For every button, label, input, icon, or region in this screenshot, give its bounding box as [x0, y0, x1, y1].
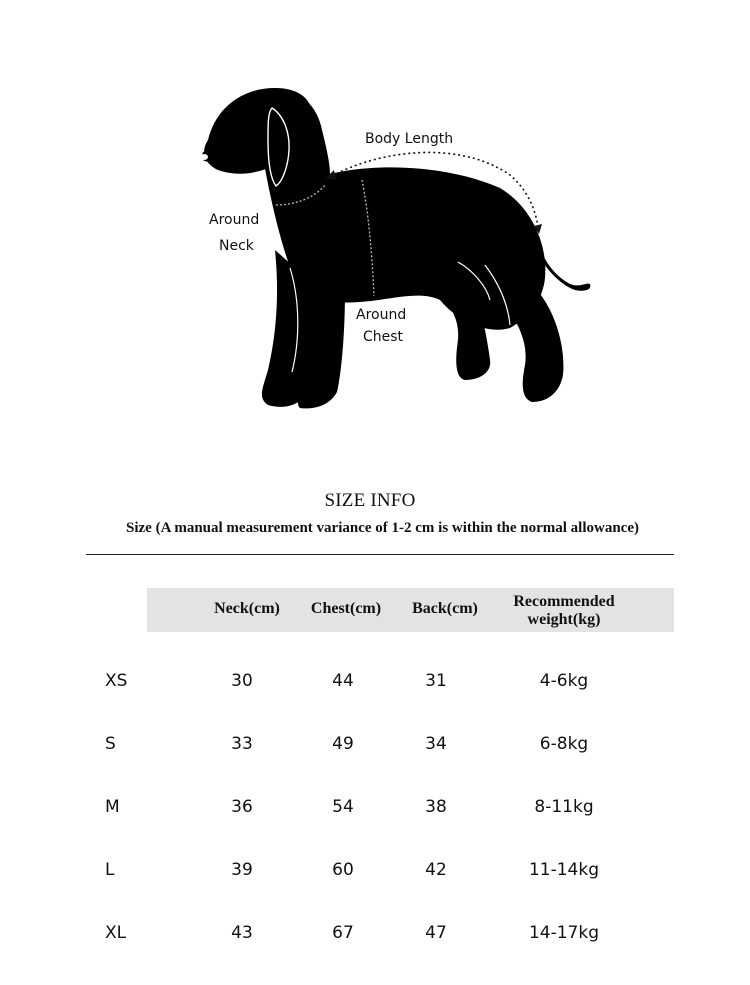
chest-cell: 49 [332, 734, 354, 754]
size-cell: XL [105, 923, 127, 943]
size-cell: XS [105, 671, 128, 691]
weight-cell: 6-8kg [539, 734, 589, 754]
table-row [0, 792, 750, 822]
back-cell: 38 [425, 797, 447, 817]
chest-cell: 54 [332, 797, 354, 817]
chest-cell: 44 [332, 671, 354, 691]
table-row [0, 918, 750, 948]
weight-cell: 8-11kg [534, 797, 594, 817]
header-recommended-weight [494, 593, 634, 629]
table-row [0, 729, 750, 759]
weight-cell: 4-6kg [539, 671, 589, 691]
dog-measurement-diagram [0, 0, 750, 440]
weight-cell: 11-14kg [528, 860, 600, 880]
size-cell: S [105, 734, 116, 754]
size-cell: L [105, 860, 115, 880]
size-info-title: SIZE INFO [324, 490, 416, 511]
back-cell: 47 [425, 923, 447, 943]
size-cell: M [105, 797, 120, 817]
neck-cell: 39 [231, 860, 253, 880]
around-chest-label-line1: Around [356, 307, 407, 323]
neck-cell: 33 [231, 734, 253, 754]
weight-cell: 14-17kg [528, 923, 600, 943]
header-neck: Neck(cm) [214, 600, 280, 617]
around-neck-label-line1: Around [209, 212, 260, 228]
dog-silhouette-icon [0, 0, 750, 440]
table-row [0, 855, 750, 885]
neck-cell: 36 [231, 797, 253, 817]
chest-cell: 67 [332, 923, 354, 943]
table-row [0, 666, 750, 696]
neck-cell: 43 [231, 923, 253, 943]
header-weight-line2: weight(kg) [527, 611, 601, 628]
divider [86, 554, 674, 555]
around-chest-label [356, 304, 406, 348]
header-back: Back(cm) [412, 600, 478, 617]
chest-cell: 60 [332, 860, 354, 880]
back-cell: 31 [425, 671, 447, 691]
body-length-label: Body Length [365, 131, 454, 147]
around-chest-label-line2: Chest [363, 329, 404, 345]
around-neck-label-line2: Neck [219, 238, 254, 254]
back-cell: 34 [425, 734, 447, 754]
around-neck-label [209, 207, 259, 259]
back-cell: 42 [425, 860, 447, 880]
size-info-subtitle: Size (A manual measurement variance of 1-2 cm is within the normal allowance) [126, 520, 639, 536]
header-chest: Chest(cm) [310, 600, 382, 617]
header-weight-line1: Recommended [513, 593, 615, 610]
neck-cell: 30 [231, 671, 253, 691]
